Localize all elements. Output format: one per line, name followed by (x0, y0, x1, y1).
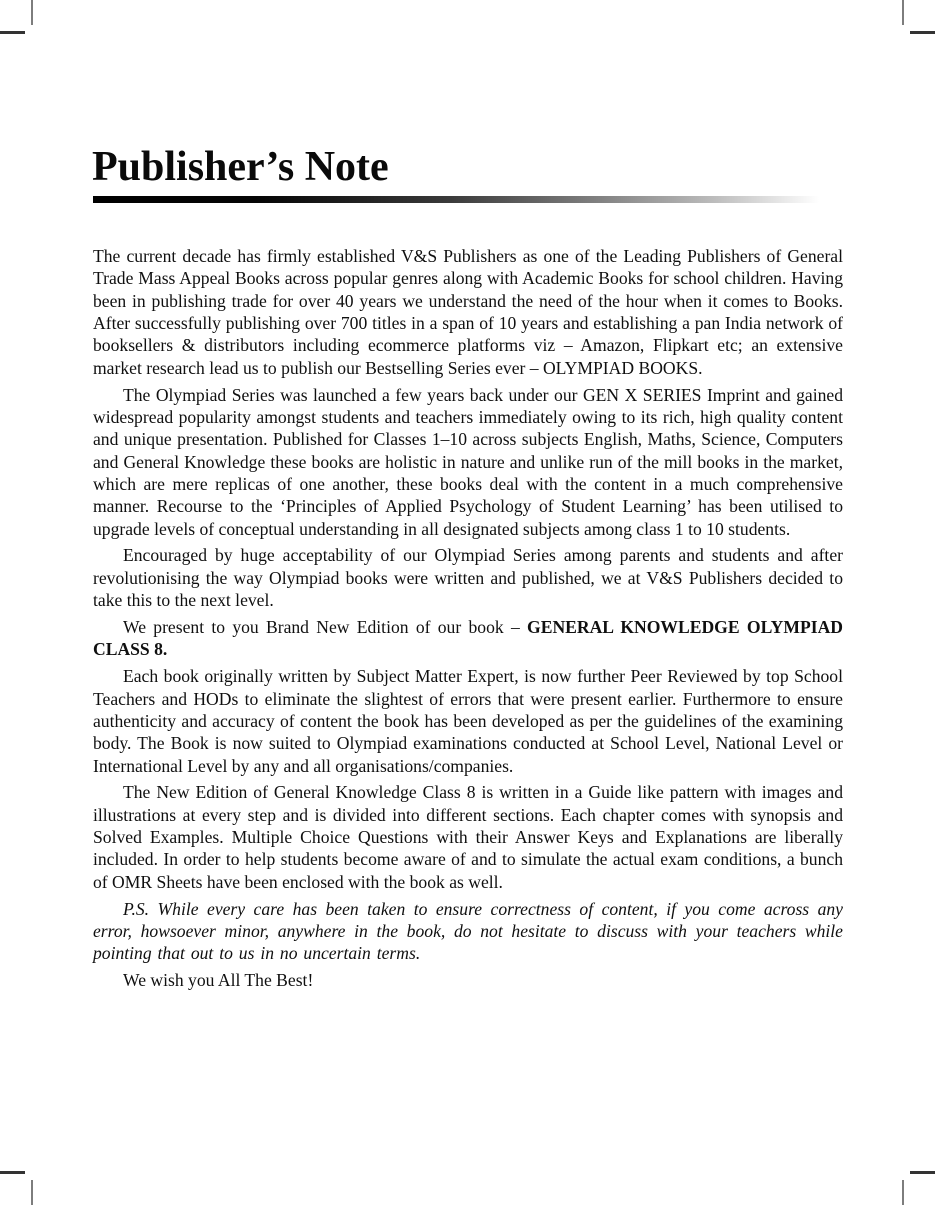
paragraph-closing (93, 969, 843, 991)
paragraph-text: We present to you Brand New Edition of our book – (123, 617, 528, 637)
paragraph-olympiad-series (93, 384, 843, 540)
crop-mark-bottom-left-vertical (31, 1180, 33, 1205)
paragraph-text: Each book originally written by Subject Matter Expert, is now further Peer Reviewed by top School Teachers and HODs to eliminate the slightest of errors that were present earlier. Furthermore to ensure authenticity and accuracy of content the book has been developed as per the guidelines of the examining body. The Book is now suited to Olympiad examinations conducted at School Level, National Level or International Level by any and all organisations/companies. (93, 666, 843, 776)
crop-mark-top-left-horizontal (0, 31, 25, 34)
page-title: Publisher’s Note (92, 144, 389, 190)
paragraph-new-edition-announcement (93, 616, 843, 661)
crop-mark-top-left-vertical (31, 0, 33, 25)
crop-mark-top-right-vertical (902, 0, 904, 25)
crop-mark-bottom-right-horizontal (910, 1171, 935, 1174)
paragraph-peer-review (93, 665, 843, 777)
paragraph-guide-pattern (93, 781, 843, 893)
paragraph-text: The New Edition of General Knowledge Class 8 is written in a Guide like pattern with images and illustrations at every step and is divided into different sections. Each chapter comes with synopsis and Solved Examples. Multiple Choice Questions with their Answer Keys and Explanations are liberally included. In order to help students become aware of and to simulate the actual exam conditions, a bunch of OMR Sheets have been enclosed with the book as well. (93, 782, 843, 892)
paragraph-text: Encouraged by huge acceptability of our Olympiad Series among parents and students and after revolutionising the way Olympiad books were written and published, we at V&S Publishers decided to take this to the next level. (93, 545, 843, 611)
paragraph-encouraged (93, 544, 843, 611)
paragraph-text: The Olympiad Series was launched a few years back under our GEN X SERIES Imprint and gained widespread popularity amongst students and teachers immediately owing to its rich, high quality content and unique presentation. Published for Classes 1–10 across subjects English, Maths, Science, Computers and General Knowledge these books are holistic in nature and unlike run of the mill books in the market, which are mere replicas of one another, these books deal with the content in a much comprehensive manner. Recourse to the ‘Principles of Applied Psychology of Student Learning’ has been utilised to upgrade levels of conceptual understanding in all designated subjects among class 1 to 10 students. (93, 384, 843, 539)
paragraph-intro (93, 245, 843, 379)
crop-mark-bottom-left-horizontal (0, 1171, 25, 1174)
paragraph-postscript (93, 898, 843, 965)
crop-mark-bottom-right-vertical (902, 1180, 904, 1205)
book-title-bold: GENERAL KNOWLEDGE OLYMPIAD CLASS 8. (93, 617, 844, 660)
paragraph-text: The current decade has firmly established V&S Publishers as one of the Leading Publishers of General Trade Mass Appeal Books across popular genres along with Academic Books for school children. Having been in publishing trade for over 40 years we understand the need of the hour when it comes to Books. After successfully publishing over 700 titles in a span of 10 years and establishing a pan India network of booksellers & distributors including ecommerce platforms viz – Amazon, Flipkart etc; an extensive market research lead us to publish our Bestselling Series ever – OLYMPIAD BOOKS. (93, 246, 843, 378)
crop-mark-top-right-horizontal (910, 31, 935, 34)
paragraph-text: We wish you All The Best! (123, 970, 314, 991)
title-underline-rule (93, 196, 834, 203)
paragraph-text: P.S. While every care has been taken to ensure correctness of content, if you come across any error, howsoever minor, anywhere in the book, do not hesitate to discuss with your teachers while pointing that out to us in no uncertain terms. (93, 898, 843, 964)
body-text (93, 245, 843, 996)
